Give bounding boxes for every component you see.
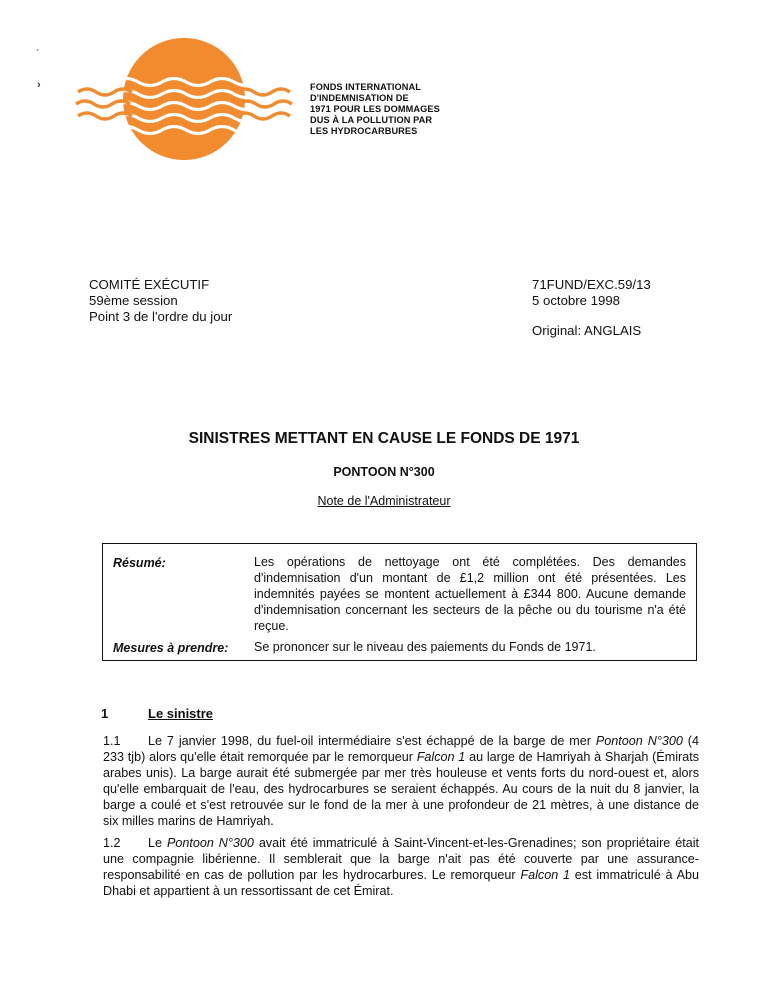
- note-byline-text: Note de l'Administrateur: [317, 494, 451, 508]
- summary-text: Les opérations de nettoyage ont été complétées. Des demandes d'indemnisation d'un montant de £1,2 million ont été présentées. Les indemnités payées se montent actuellement à £344 800. Aucune demande d'indemnisation concernant les secteurs de la pêche ou du tourisme n'a été reçue.: [254, 555, 686, 633]
- summary-box: [102, 543, 697, 661]
- action-label: Mesures à prendre:: [113, 641, 229, 655]
- original-language: Original: ANGLAIS: [532, 323, 642, 338]
- paragraph-number: 1.2: [103, 836, 121, 850]
- organization-line: LES HYDROCARBURES: [310, 126, 418, 136]
- paragraph-text: est immatriculé à Abu Dhabi et appartient à un ressortissant de cet Émirat.: [103, 868, 699, 898]
- ship-name: Pontoon N°300: [166, 836, 254, 850]
- tug-name: Falcon 1: [520, 868, 570, 882]
- summary-label: Résumé:: [113, 556, 166, 570]
- fund-logo: [74, 38, 294, 160]
- incident-name: PONTOON N°300: [333, 465, 435, 479]
- section-title: Le sinistre: [148, 706, 214, 721]
- organization-line: DUS À LA POLLUTION PAR: [310, 115, 433, 125]
- tug-name: Falcon 1: [416, 750, 466, 764]
- document-date: 5 octobre 1998: [532, 293, 620, 308]
- paragraph-text: Le 7 janvier 1998, du fuel-oil intermédiaire s'est échappé de la barge de mer: [148, 734, 596, 748]
- paragraph-number: 1.1: [103, 734, 121, 748]
- paragraph-text: au large de Hamriyah à Sharjah (Émirats arabes unis). La barge aurait été submergée par mer très houleuse et vents forts du nord-ouest et, alors qu'elle embarquait de l'eau, des hydrocarbures se seraient échappés. Au cours de la nuit du 8 janvier, la barge a coulé et s'est retrouvée sur le fond de la mer à une profondeur de 21 mètres, à une distance de six milles marins de Hamriyah.: [103, 750, 699, 828]
- paragraph-text: avait été immatriculé à Saint-Vincent-et-les-Grenadines; son propriétaire était une compagnie libérienne. Il semblerait que la barge n'ait pas été couverte par une assurance-responsabilité en cas de pollution par les hydrocarbures. Le remorqueur: [103, 836, 700, 882]
- paragraph-1-1: [103, 733, 699, 829]
- organization-line: D'INDEMNISATION DE: [310, 93, 409, 103]
- logo-sun-icon: [114, 38, 258, 160]
- ship-name: Pontoon N°300: [595, 734, 683, 748]
- organization-name: [310, 82, 440, 137]
- section-number: 1: [101, 706, 109, 721]
- meeting-info: [89, 277, 232, 325]
- paragraph-1-2: [103, 835, 699, 899]
- action-text: Se prononcer sur le niveau des paiements du Fonds de 1971.: [254, 640, 596, 654]
- document-reference: 71FUND/EXC.59/13: [532, 277, 651, 292]
- session-number: 59ème session: [89, 293, 178, 308]
- organization-line: 1971 POUR LES DOMMAGES: [310, 104, 440, 114]
- document-info: [532, 277, 651, 309]
- document-title: SINISTRES METTANT EN CAUSE LE FONDS DE 1971: [188, 430, 580, 447]
- paragraph-text: (4 233 tjb) alors qu'elle était remorquée par le remorqueur: [103, 734, 699, 764]
- agenda-item: Point 3 de l'ordre du jour: [89, 309, 233, 324]
- scan-mark: ˎ: [36, 40, 40, 52]
- paragraph-text: Le: [148, 836, 167, 850]
- organization-line: FONDS INTERNATIONAL: [310, 82, 421, 92]
- committee-name: COMITÉ EXÉCUTIF: [89, 277, 210, 292]
- scan-mark: ›: [37, 79, 41, 91]
- note-byline: [0, 494, 768, 508]
